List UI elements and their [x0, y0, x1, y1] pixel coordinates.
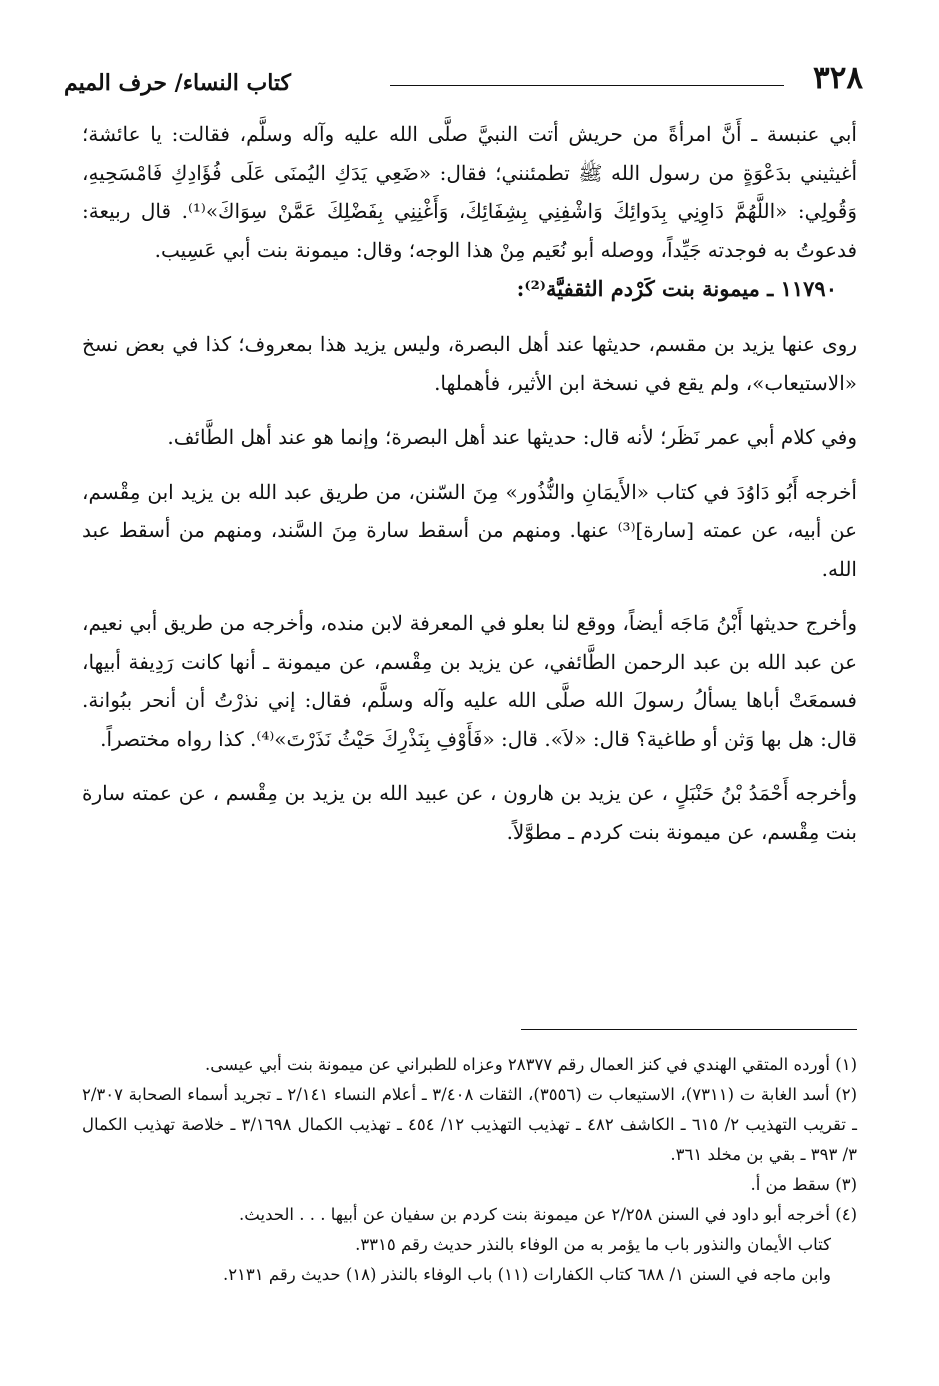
footnote-4-line-3: وابن ماجه في السنن ١/ ٦٨٨ كتاب الكفارات (١١) باب الوفاء بالنذر (١٨) حديث رقم ٢١٣١. [222, 1265, 831, 1284]
footnote-1: (١) أورده المتقي الهندي في كنز العمال رقم ٢٨٣٧٧ وعزاه للطبراني عن ميمونة بنت أبي عيسى. [205, 1055, 857, 1074]
entry-heading: ١١٧٩٠ ـ ميمونة بنت كَرْدم الثقفيَّة⁽²⁾: [516, 276, 837, 301]
running-title: كتاب النساء/ حرف الميم [64, 70, 292, 96]
page-number: ٣٢٨ [813, 60, 863, 96]
paragraph-6: وأخرجه أَحْمَدُ بْنُ حَنْبَلٍ ، عن يزيد بن هارون ، عن عبيد الله بن يزيد بن مِقْسم ، عن عمته سارة بنت مِقْسم، عن ميمونة بنت كردم ـ مطوَّلاً. [82, 781, 857, 844]
paragraph-3: وفي كلام أبي عمر نَظَر؛ لأنه قال: حديثها عند أهل البصرة؛ وإنما هو عند أهل الطَّائف. [167, 425, 857, 449]
footnote-separator [521, 1029, 857, 1030]
footnote-2: (٢) أسد الغابة ت (٧٣١١)، الاستيعاب ت (٣٥٥٦)، الثقات ٣/٤٠٨ ـ أعلام النساء ٢/١٤١ ـ تجريد أسماء الصحابة ٢/٣٠٧ ـ تقريب التهذيب ٢/ ٦١٥ ـ الكاشف ٤٨٢ ـ تهذيب التهذيب ١٢/ ٤٥٤ ـ تهذيب الكمال ٣/١٦٩٨ ـ خلاصة تهذيب الكمال ٣/ ٣٩٣ ـ بقي بن مخلد ٣٦١. [82, 1085, 858, 1164]
footnote-4: (٤) أخرجه أبو داود في السنن ٢/٢٥٨ عن ميمونة بنت كردم بن سفيان عن أبيها . . . الحديث. [239, 1205, 857, 1224]
footnotes [82, 1050, 857, 1290]
footnote-4-line-2: كتاب الأيمان والنذور باب ما يؤمر به من الوفاء بالنذر حديث رقم ٣٣١٥. [355, 1235, 831, 1254]
header-rule [390, 85, 784, 86]
paragraph-4: أخرجه أَبُو دَاوُدَ في كتاب «الأَيمَانِ والنُّذُور» مِنَ السّنن، من طريق عبد الله بن يزيد ابن مِقْسم، عن أبيه، عن عمته [سارة]⁽³⁾ عنها. ومنهم من أسقط سارة مِنَ السَّند، ومنهم من أسقط عبد الله. [82, 479, 858, 581]
paragraph-5: وأخرج حديثها أَبْنُ مَاجَه أيضاً، ووقع لنا بعلو في المعرفة لابن منده، وأخرجه من طريق أبي نعيم، عن عبد الله بن عبد الرحمن الطَّائفي، عن يزيد بن مِقْسم، عن ميمونة ـ أنها كانت رَدِيفة أبيها، فسمعَتْ أباها يسألُ رسولَ الله صلَّى الله عليه وآله وسلَّم، فقال: إني نذرْتُ أن أنحر ببُوانة. قال: هل بها وَثن أو طاغية؟ قال: «لاَ». قال: «فَأَوْفِ بِنَذْرِكَ حَيْثُ نَذَرْتَ»⁽⁴⁾. كذا رواه مختصراً. [82, 611, 857, 751]
page-header [60, 60, 879, 104]
paragraph-2: روى عنها يزيد بن مقسم، حديثها عند أهل البصرة، وليس يزيد هذا بمعروف؛ كذا في بعض نسخ «الاستيعاب»، ولم يقع في نسخة ابن الأثير، فأهملها. [82, 332, 857, 395]
paragraph-1: أبي عنبسة ـ أَنَّ امرأةً من حريش أتت النبيَّ صلَّى الله عليه وآله وسلَّم، فقالت: يا عائشة؛ أغيثيني بدَعْوَةٍ من رسول الله ﷺ تطمئنني؛ فقال: «ضَعِي يَدَكِ اليُمنَى عَلَى فُؤَادِكِ فَامْسَحِيهِ، وَقُولِي: «اللَّهُمَّ دَاوِنِي بِدَوائِكَ وَاشْفِنِي بِشِفَائِكَ، وَأَغْنِنِي بِفَضْلِكَ عَمَّنْ سِوَاكَ»⁽¹⁾. قال ربيعة: فدعوتُ به فوجدته جَيِّداً، ووصله أبو نُعَيم مِنْ هذا الوجه؛ وقال: ميمونة بنت أبي عَسِيب. [82, 122, 857, 262]
footnote-3: (٣) سقط من أ. [750, 1175, 857, 1194]
main-text [82, 115, 857, 851]
